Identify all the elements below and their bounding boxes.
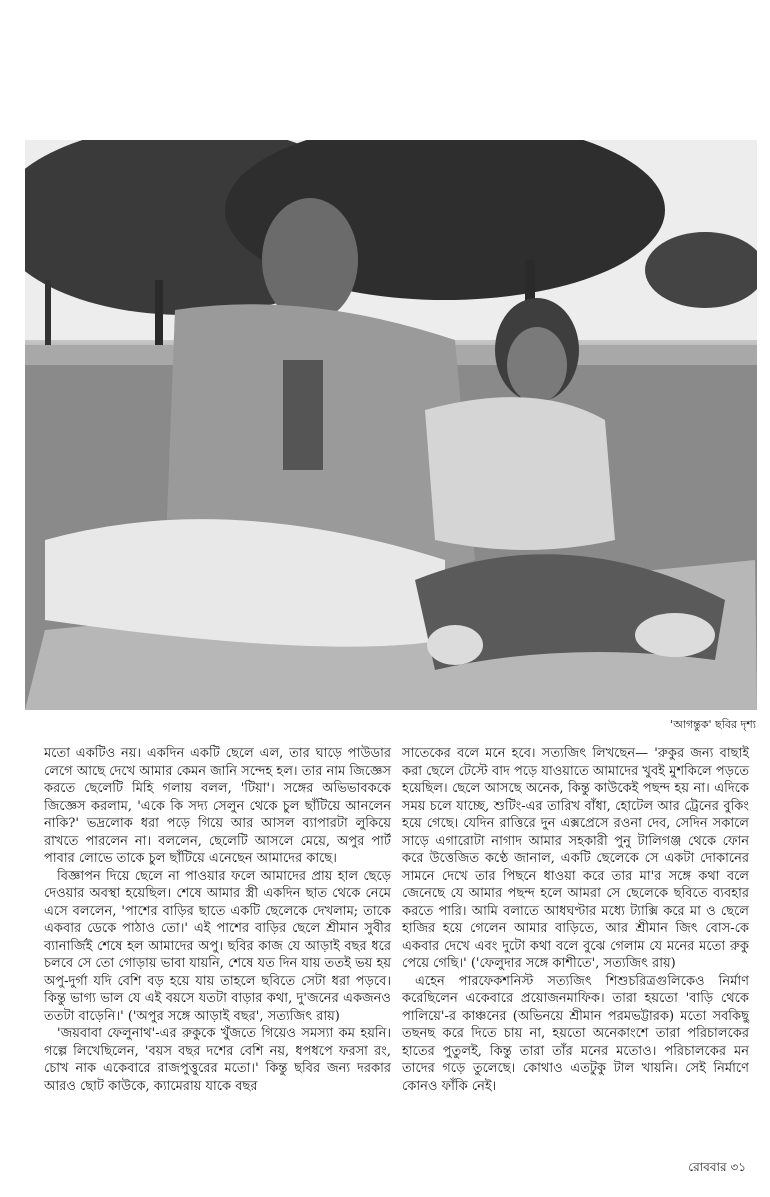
photo-caption: 'আগন্তুক' ছবির দৃশ্য bbox=[670, 718, 756, 731]
paragraph: সাতেকের বলে মনে হবে। সত্যজিৎ লিখছেন— 'রুকুর জন্য বাছাই করা ছেলে টেস্টে বাদ পড়ে যাওয়াতে আমাদের খুবই মুশকিলে পড়তে হয়েছিল। ছেলে আসছে অনেক, কিন্তু কাউকেই পছন্দ হয় না। এদিকে সময় চলে যাচ্ছে, শুটিং-এর তারিখ বাঁধা, হোটেল আর ট্রেনের বুকিং হয়ে গেছে। যেদিন রাত্তিরে দুন এক্সপ্রেসে রওনা দেব, সেদিন সকালে সাড়ে এগারোটা নাগাদ আমার সহকারী পুনু টালিগঞ্জ থেকে ফোন করে উত্তেজিত কণ্ঠে জানাল, একটি ছেলেকে সে একটা দোকানের সামনে দেখে তার পিছনে ধাওয়া করে তার মা'র সঙ্গে কথা বলে জেনেছে যে আমার পছন্দ হলে আমরা সে ছেলেকে ছবিতে ব্যবহার করতে পারি। আমি বলাতে আধঘণ্টার মধ্যে ট্যাক্সি করে মা ও ছেলে হাজির হয়ে গেলেন আমার বাড়িতে, আর শ্রীমান জিৎ বোস-কে একবার দেখে এবং দুটো কথা বলে বুঝে গেলাম যে মনের মতো রুকু পেয়ে গেছি।' ('ফেলুদার সঙ্গে কাশীতে', সত্যজিৎ রায়) bbox=[402, 746, 749, 971]
paragraph: 'জয়বাবা ফেলুনাথ'-এর রুকুকে খুঁজতে গিয়েও সমস্যা কম হয়নি। গল্পে লিখেছিলেন, 'বয়স বছর দশের বেশি নয়, ধপধপে ফরসা রং, চোখ নাক একেবারে রাজপুত্তুরের মতো।' কিন্তু ছবির জন্য দরকার আরও ছোট কাউকে, ক্যামেরায় যাকে বছর bbox=[44, 1026, 391, 1094]
paragraph: মতো একটিও নয়। একদিন একটি ছেলে এল, তার ঘাড়ে পাউডার লেগে আছে দেখে আমার কেমন জানি সন্দেহ হল। তার নাম জিজ্ঞেস করতে ছেলেটি মিহি গলায় বলল, 'টিয়া'। সঙ্গের অভিভাবককে জিজ্ঞেস করলাম, 'একে কি সদ্য সেলুন থেকে চুল ছাঁটিয়ে আনলেন নাকি?' ভদ্রলোক ধরা পড়ে গিয়ে আর আসল ব্যাপারটা লুকিয়ে রাখতে পারলেন না। বললেন, ছেলেটি আসলে মেয়ে, অপুর পার্ট পাবার লোভে তাকে চুল ছাঁটিয়ে এনেছেন আমাদের কাছে। bbox=[44, 746, 391, 866]
article-column-right bbox=[402, 745, 749, 1095]
paragraph: এহেন পারফেকশনিস্ট সত্যজিৎ শিশুচরিত্রগুলিকেও নির্মাণ করেছিলেন একেবারে প্রয়োজনমাফিক। তারা হয়তো 'বাড়ি থেকে পালিয়ে'-র কাঞ্চনের (অভিনয়ে শ্রীমান পরমভট্টারক) মতো সবকিছু তছনছ করে দিতে চায় না, হয়তো অনেকাংশে তারা পরিচালকের হাতের পুতুলই, কিন্তু তারা তাঁর মনের মতোও। পরিচালকের মন তাদের গড়ে তুলেছে। কোথাও এতটুকু টাল খায়নি। সেই নির্মাণে কোনও ফাঁকি নেই। bbox=[402, 973, 749, 1094]
paragraph: বিজ্ঞাপন দিয়ে ছেলে না পাওয়ার ফলে আমাদের প্রায় হাল ছেড়ে দেওয়ার অবস্থা হয়েছিল। শেষে আমার স্ত্রী একদিন ছাত থেকে নেমে এসে বললেন, 'পাশের বাড়ির ছাতে একটি ছেলেকে দেখলাম; তাকে একবার ডেকে পাঠাও তো।' এই পাশের বাড়ির ছেলে শ্রীমান সুবীর ব্যানার্জিই শেষে হল আমাদের অপু। ছবির কাজ যে আড়াই বছর ধরে চলবে সে তো গোড়ায় ভাবা যায়নি, শেষে যত দিন যায় ততই ভয় হয় অপু-দুর্গা যদি বেশি বড় হয়ে যায় তাহলে ছবিতে সেটা ধরা পড়বে। কিন্তু ভাগ্য ভাল যে এই বয়সে যতটা বাড়ার কথা, দু'জনের একজনও ততটা বাড়েনি।' ('অপুর সঙ্গে আড়াই বছর', সত্যজিৎ রায়) bbox=[44, 868, 391, 1024]
photo-illustration bbox=[25, 140, 757, 710]
page-folio: রোববার ৩১ bbox=[688, 1160, 746, 1174]
film-still-photo bbox=[25, 140, 757, 710]
article-column-left bbox=[44, 745, 391, 1095]
